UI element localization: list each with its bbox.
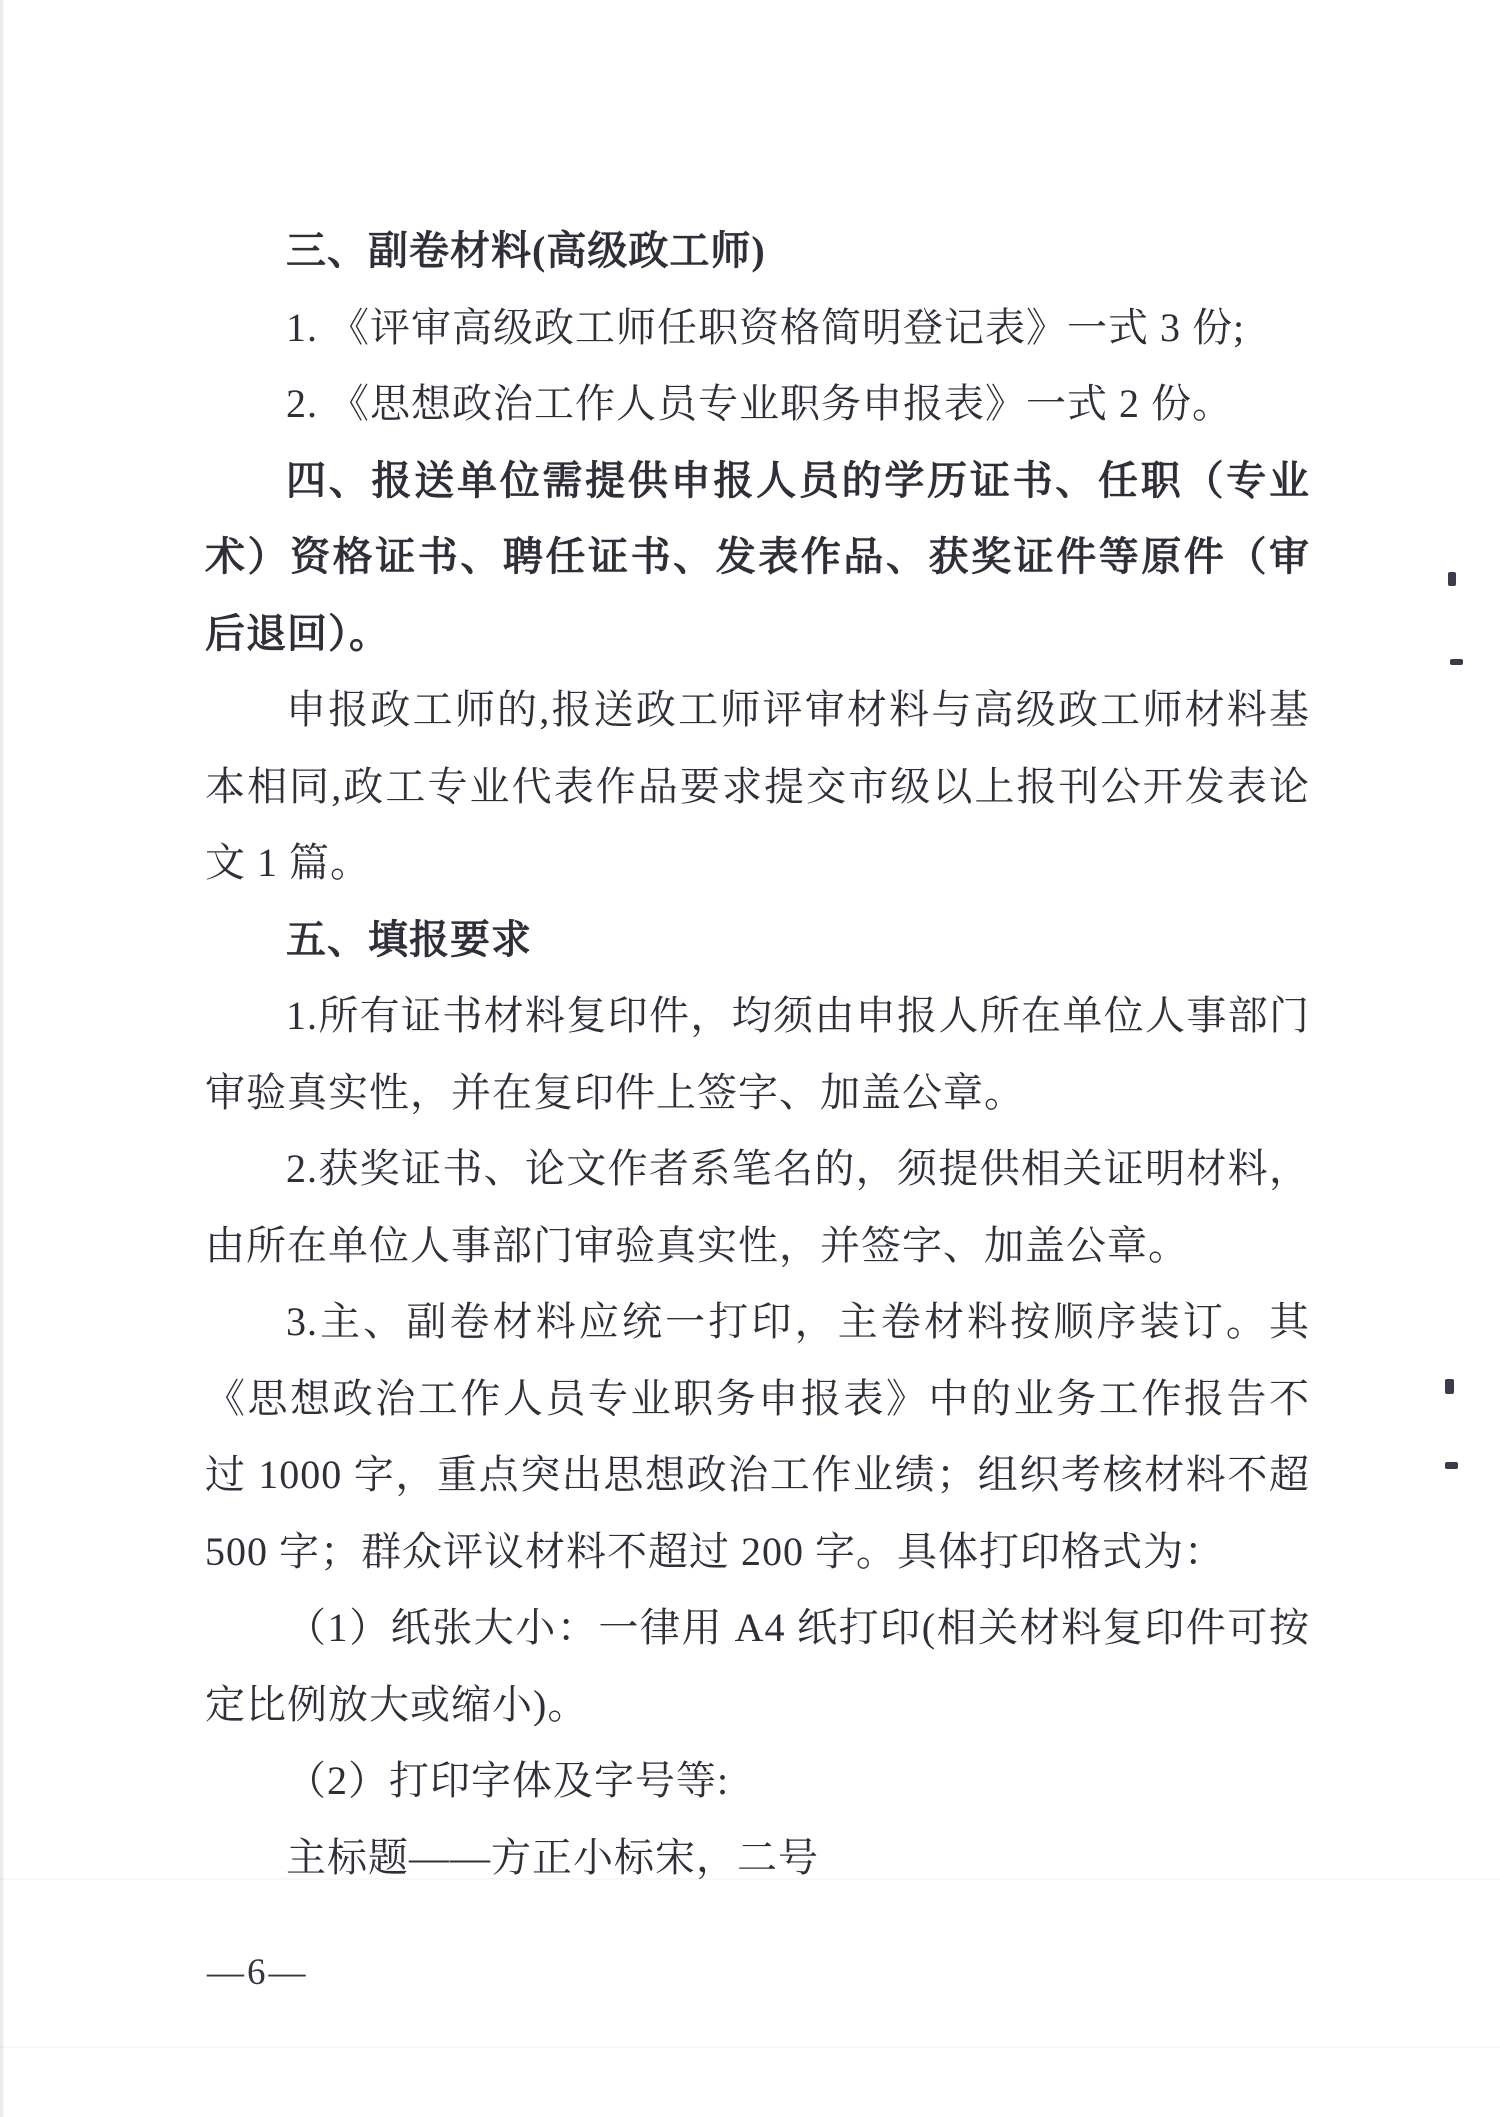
format-item-1-line-1: （1）纸张大小：一律用 A4 纸打印(相关材料复印件可按 [286, 1605, 1310, 1650]
section-3-heading: 三、副卷材料(高级政工师) [286, 228, 766, 273]
toner-speck [1450, 659, 1463, 665]
scan-streak-artifact [0, 2046, 1500, 2048]
section-3-list-item-2: 2. 《思想政治工作人员专业职务申报表》一式 2 份。 [286, 381, 1233, 426]
paragraph-zhenggong-line-1: 申报政工师的,报送政工师评审材料与高级政工师材料基 [286, 687, 1310, 732]
format-item-1-line-2: 定比例放大或缩小)。 [205, 1681, 589, 1727]
section-4-heading-line-2: 术）资格证书、聘任证书、发表作品、获奖证件等原件（审 [205, 534, 1310, 579]
paragraph-zhenggong-line-3: 文 1 篇。 [205, 840, 371, 885]
requirement-2-line-1: 2.获奖证书、论文作者系笔名的，须提供相关证明材料， [286, 1146, 1310, 1191]
requirement-1-line-1: 1.所有证书材料复印件，均须由申报人所在单位人事部门 [286, 993, 1310, 1038]
scan-edge-artifact [0, 0, 4, 2117]
page-number: —6— [207, 1952, 309, 1993]
requirement-3-line-3: 过 1000 字，重点突出思想政治工作业绩；组织考核材料不超 [205, 1452, 1310, 1497]
requirement-3-line-4: 500 字；群众评议材料不超过 200 字。具体打印格式为： [205, 1528, 1225, 1574]
section-4-heading-line-3: 后退回）。 [205, 610, 390, 656]
format-item-2-line: （2）打印字体及字号等: [286, 1758, 730, 1803]
toner-speck [1445, 1462, 1458, 1469]
main-title-font-spec-line: 主标题——方正小标宋，二号 [286, 1834, 819, 1880]
section-4-heading-line-1: 四、报送单位需提供申报人员的学历证书、任职（专业 [286, 457, 1310, 503]
paragraph-zhenggong-line-2: 本相同,政工专业代表作品要求提交市级以上报刊公开发表论 [205, 763, 1310, 809]
requirement-2-line-2: 由所在单位人事部门审验真实性，并签字、加盖公章。 [205, 1222, 1189, 1268]
requirement-1-line-2: 审验真实性，并在复印件上签字、加盖公章。 [205, 1069, 1025, 1115]
toner-speck [1448, 572, 1456, 586]
requirement-3-line-2: 《思想政治工作人员专业职务申报表》中的业务工作报告不 [205, 1375, 1310, 1421]
section-3-list-item-1: 1. 《评审高级政工师任职资格简明登记表》一式 3 份; [286, 304, 1246, 350]
requirement-3-line-1: 3.主、副卷材料应统一打印，主卷材料按顺序装订。其 [286, 1299, 1310, 1344]
section-5-heading: 五、填报要求 [286, 916, 532, 962]
toner-speck [1445, 1379, 1454, 1394]
document-text-block [205, 213, 1310, 1896]
